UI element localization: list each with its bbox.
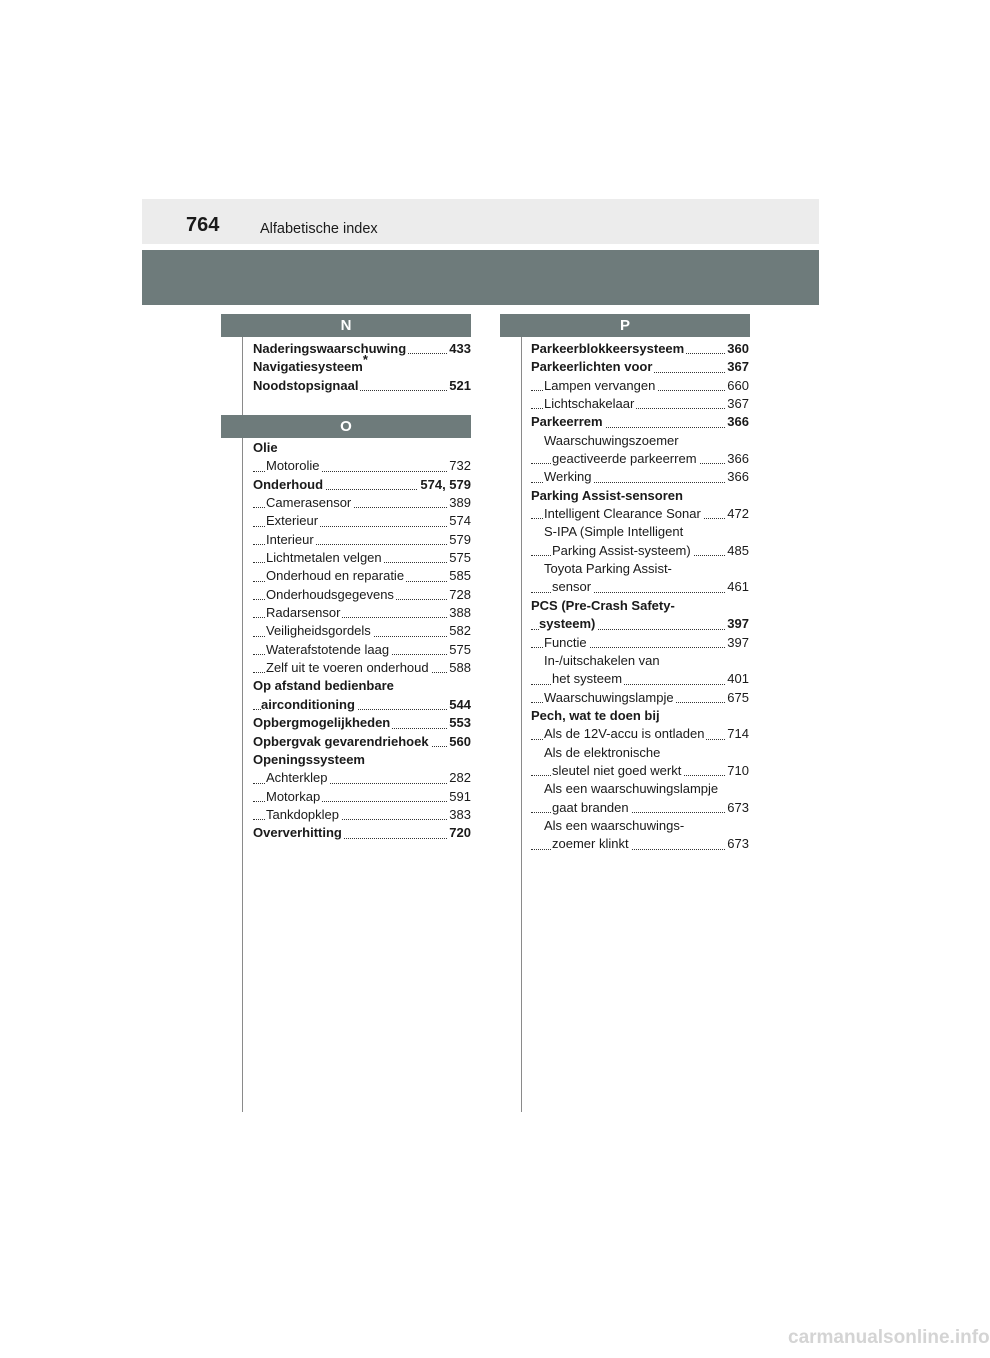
entry-page-number: 367 bbox=[725, 358, 749, 376]
page-number: 764 bbox=[186, 214, 220, 236]
entry-label: Radarsensor bbox=[266, 605, 341, 621]
entry-label: Oververhitting bbox=[253, 825, 342, 841]
index-entry bbox=[531, 377, 749, 395]
index-entry bbox=[253, 714, 471, 732]
entry-page-number: 560 bbox=[447, 733, 471, 751]
entry-label: systeem) bbox=[539, 616, 596, 632]
entry-label: Intelligent Clearance Sonar bbox=[544, 506, 701, 522]
index-entry bbox=[253, 604, 471, 622]
entry-label: Waarschuwingszoemer bbox=[544, 432, 679, 448]
index-entry bbox=[253, 494, 471, 512]
index-entry bbox=[253, 641, 471, 659]
entry-label: Navigatiesysteem* bbox=[253, 352, 368, 375]
entry-label: zoemer klinkt bbox=[552, 836, 629, 852]
entry-label: Motorolie bbox=[266, 458, 320, 474]
entry-page-number: 575 bbox=[447, 549, 471, 567]
index-entry bbox=[253, 377, 471, 395]
index-entry bbox=[531, 542, 749, 560]
index-entry bbox=[531, 523, 749, 541]
entry-page-number: 579 bbox=[447, 531, 471, 549]
index-entry bbox=[531, 468, 749, 486]
entry-page-number: 553 bbox=[447, 714, 471, 732]
entry-label: Op afstand bedienbare bbox=[253, 678, 394, 694]
index-entry bbox=[253, 476, 471, 494]
entry-page-number: 582 bbox=[447, 622, 471, 640]
entry-label: Als de 12V-accu is ontladen bbox=[544, 726, 705, 742]
entry-label: Als de elektronische bbox=[544, 744, 661, 760]
entry-label: Exterieur bbox=[266, 513, 319, 529]
entry-label: Waarschuwingslampje bbox=[544, 689, 674, 705]
entry-page-number: 388 bbox=[447, 604, 471, 622]
entry-page-number: 588 bbox=[447, 659, 471, 677]
index-entry bbox=[253, 788, 471, 806]
entry-page-number: 574 bbox=[447, 512, 471, 530]
index-entry bbox=[253, 622, 471, 640]
entry-page-number: 366 bbox=[725, 468, 749, 486]
entry-label: gaat branden bbox=[552, 799, 629, 815]
index-entry bbox=[531, 707, 749, 725]
entry-page-number: 472 bbox=[725, 505, 749, 523]
entry-label: Openingssysteem bbox=[253, 751, 365, 767]
entry-page-number: 673 bbox=[725, 799, 749, 817]
entry-page-number: 574, 579 bbox=[418, 476, 471, 494]
index-entry bbox=[253, 677, 471, 695]
entry-page-number: 366 bbox=[725, 413, 749, 431]
index-section-o bbox=[253, 439, 471, 843]
entry-page-number: 714 bbox=[725, 725, 749, 743]
entry-label: Motorkap bbox=[266, 788, 321, 804]
index-entry bbox=[253, 751, 471, 769]
entry-label: Olie bbox=[253, 440, 278, 455]
entry-label: Als een waarschuwings- bbox=[544, 817, 685, 833]
entry-page-number: 720 bbox=[447, 824, 471, 842]
index-entry bbox=[531, 725, 749, 743]
index-entry bbox=[253, 567, 471, 585]
index-entry bbox=[531, 689, 749, 707]
entry-label: sleutel niet goed werkt bbox=[552, 762, 682, 778]
entry-label: Parkeerlichten voor bbox=[531, 359, 653, 375]
entry-label: het systeem bbox=[552, 671, 623, 687]
index-entry bbox=[253, 439, 471, 457]
entry-page-number: 544 bbox=[447, 696, 471, 714]
entry-label: Camerasensor bbox=[266, 495, 352, 511]
entry-label: Onderhoudsgegevens bbox=[266, 586, 394, 602]
index-entry bbox=[531, 413, 749, 431]
index-section-n bbox=[253, 340, 471, 395]
entry-label: Zelf uit te voeren onderhoud bbox=[266, 660, 429, 676]
entry-page-number: 401 bbox=[725, 670, 749, 688]
index-entry bbox=[531, 487, 749, 505]
index-entry bbox=[253, 659, 471, 677]
index-entry bbox=[531, 817, 749, 835]
entry-label: Onderhoud bbox=[253, 476, 324, 492]
index-entry bbox=[531, 799, 749, 817]
entry-label: Parking Assist-sensoren bbox=[531, 487, 683, 503]
index-entry bbox=[531, 340, 749, 358]
entry-label: Toyota Parking Assist- bbox=[544, 561, 672, 577]
entry-page-number: 389 bbox=[447, 494, 471, 512]
entry-page-number: 675 bbox=[725, 689, 749, 707]
index-entry bbox=[531, 395, 749, 413]
entry-label: PCS (Pre-Crash Safety- bbox=[531, 597, 675, 613]
entry-label: sensor bbox=[552, 579, 592, 595]
entry-label: Lampen vervangen bbox=[544, 377, 656, 393]
entry-page-number: 461 bbox=[725, 578, 749, 596]
entry-label: Veiligheidsgordels bbox=[266, 623, 371, 639]
entry-label: Werking bbox=[544, 469, 592, 485]
entry-label: Lichtmetalen velgen bbox=[266, 550, 382, 566]
entry-label: Naderingswaarschuwing bbox=[253, 341, 407, 356]
index-entry bbox=[531, 670, 749, 688]
entry-label: Achterklep bbox=[266, 770, 328, 786]
index-entry bbox=[531, 634, 749, 652]
letter-header-n: N bbox=[221, 314, 471, 337]
column-divider-right bbox=[521, 314, 522, 1112]
entry-page-number: 397 bbox=[725, 615, 749, 633]
entry-page-number: 728 bbox=[447, 586, 471, 604]
entry-label: Waterafstotende laag bbox=[266, 641, 390, 657]
entry-page-number: 660 bbox=[725, 377, 749, 395]
entry-page-number: 591 bbox=[447, 788, 471, 806]
entry-label: In-/uitschakelen van bbox=[544, 652, 660, 668]
index-entry bbox=[531, 450, 749, 468]
index-entry bbox=[531, 358, 749, 376]
entry-page-number: 397 bbox=[725, 634, 749, 652]
index-entry bbox=[531, 780, 749, 798]
index-entry bbox=[253, 512, 471, 530]
entry-page-number: 485 bbox=[725, 542, 749, 560]
letter-header-p: P bbox=[500, 314, 750, 337]
index-entry bbox=[253, 586, 471, 604]
index-section-p bbox=[531, 340, 749, 854]
entry-page-number: 710 bbox=[725, 762, 749, 780]
title-bar bbox=[142, 250, 819, 305]
entry-label: Parkeerrem bbox=[531, 414, 603, 430]
index-entry bbox=[531, 505, 749, 523]
entry-page-number: 282 bbox=[447, 769, 471, 787]
index-entry bbox=[253, 696, 471, 714]
entry-label: Noodstopsignaal bbox=[253, 377, 359, 393]
section-title: Alfabetische index bbox=[260, 221, 378, 237]
index-entry bbox=[253, 806, 471, 824]
entry-page-number: 433 bbox=[447, 340, 471, 358]
index-entry bbox=[253, 733, 471, 751]
index-entry bbox=[253, 340, 471, 358]
entry-label: Pech, wat te doen bij bbox=[531, 707, 660, 723]
entry-page-number: 366 bbox=[725, 450, 749, 468]
watermark: carmanualsonline.info bbox=[788, 1327, 990, 1348]
index-entry bbox=[253, 352, 471, 376]
entry-page-number: 521 bbox=[447, 377, 471, 395]
entry-page-number: 732 bbox=[447, 457, 471, 475]
entry-label: Onderhoud en reparatie bbox=[266, 568, 405, 584]
entry-label: Parking Assist-systeem) bbox=[552, 542, 691, 558]
index-entry bbox=[531, 578, 749, 596]
entry-marker: * bbox=[362, 352, 368, 368]
index-entry bbox=[253, 549, 471, 567]
entry-label: geactiveerde parkeerrem bbox=[552, 451, 697, 467]
entry-label: Lichtschakelaar bbox=[544, 396, 635, 412]
entry-label: Parkeerblokkeersysteem bbox=[531, 341, 685, 356]
entry-page-number: 585 bbox=[447, 567, 471, 585]
index-entry bbox=[531, 652, 749, 670]
index-entry bbox=[531, 560, 749, 578]
entry-page-number: 360 bbox=[725, 340, 749, 358]
entry-label: Opbergmogelijkheden bbox=[253, 715, 391, 731]
index-entry bbox=[253, 769, 471, 787]
letter-header-o: O bbox=[221, 415, 471, 438]
entry-label: S-IPA (Simple Intelligent bbox=[544, 524, 684, 540]
index-entry bbox=[531, 432, 749, 450]
index-entry bbox=[531, 835, 749, 853]
entry-page-number: 367 bbox=[725, 395, 749, 413]
header-band bbox=[142, 199, 819, 244]
index-entry bbox=[531, 597, 749, 615]
entry-label: Opbergvak gevarendriehoek bbox=[253, 733, 429, 749]
entry-label: Interieur bbox=[266, 531, 314, 547]
entry-page-number: 383 bbox=[447, 806, 471, 824]
index-entry bbox=[531, 744, 749, 762]
index-entry bbox=[253, 531, 471, 549]
index-entry bbox=[253, 457, 471, 475]
index-entry bbox=[253, 824, 471, 842]
entry-label: Als een waarschuwingslampje bbox=[544, 781, 719, 797]
index-entry bbox=[531, 615, 749, 633]
entry-page-number: 673 bbox=[725, 835, 749, 853]
entry-label: Functie bbox=[544, 634, 587, 650]
entry-page-number: 575 bbox=[447, 641, 471, 659]
index-entry bbox=[531, 762, 749, 780]
entry-label: Tankdopklep bbox=[266, 806, 339, 822]
entry-label: airconditioning bbox=[261, 696, 355, 712]
